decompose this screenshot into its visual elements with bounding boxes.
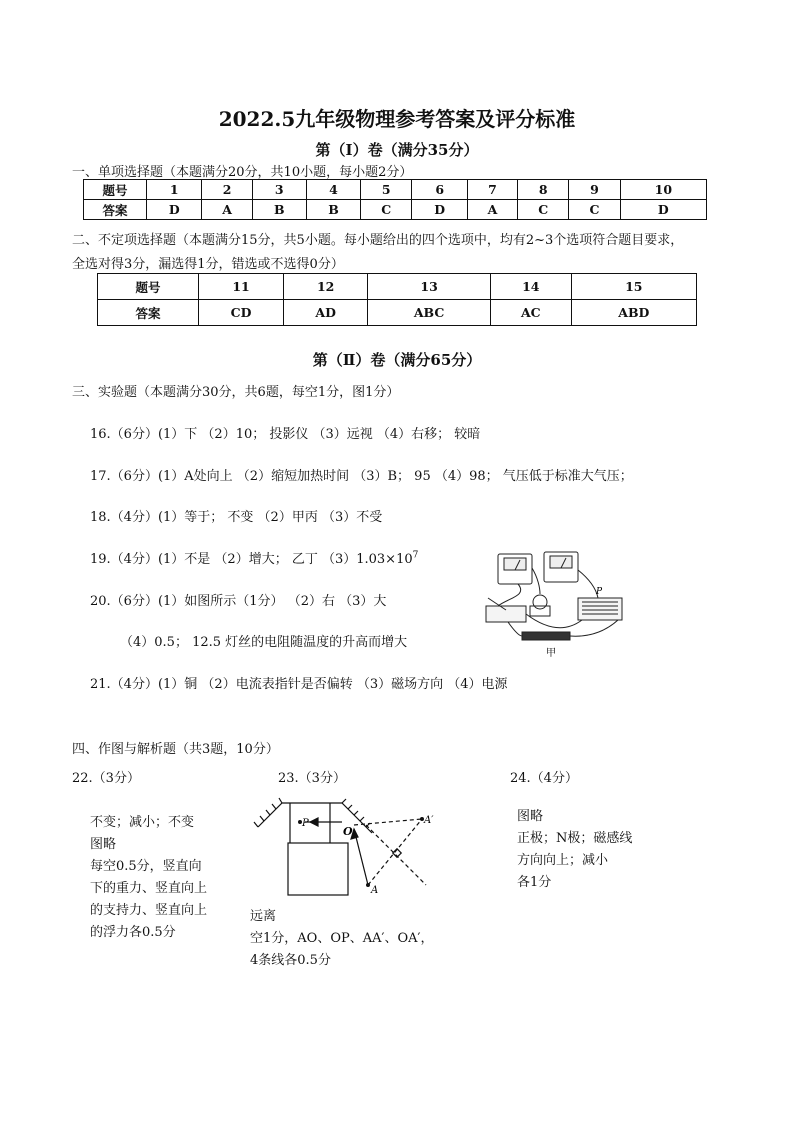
circuit-label: 甲: [546, 648, 556, 658]
table-cell: ABC: [368, 300, 491, 326]
section2-heading-line1: 二、不定项选择题（本题满分15分，共5小题。每小题给出的四个选项中，均有2~3个选项符合题目要求，: [72, 233, 684, 248]
section2-heading-line2: 全选对得3分，漏选得1分，错选或不选得0分）: [72, 257, 344, 272]
table-cell: A: [467, 200, 517, 220]
table-cell: 7: [467, 180, 517, 200]
table-cell: C: [569, 200, 620, 220]
table-cell: 14: [490, 274, 571, 300]
table-header-cell: 题号: [98, 274, 199, 300]
q24-line: 图略: [517, 809, 544, 824]
reflection-diagram: [250, 795, 450, 905]
table-cell: C: [518, 200, 569, 220]
table-cell: 1: [147, 180, 202, 200]
q24-line: 方向向上；减小: [517, 853, 609, 868]
q23-title: 23.（3分）: [278, 771, 346, 786]
table-cell: D: [147, 200, 202, 220]
table-cell: 4: [306, 180, 360, 200]
answer-table-1: [83, 179, 707, 220]
answer-q21: 21.（4分）(1）铜 （2）电流表指针是否偏转 （3）磁场方向 （4）电源: [90, 677, 508, 692]
answer-q20-part4: （4）0.5； 12.5 灯丝的电阻随温度的升高而增大: [120, 635, 408, 650]
q23-line: 远离: [250, 909, 277, 924]
section4-heading: 四、作图与解析题（共3题，10分）: [72, 742, 279, 757]
q22-line: 的浮力各0.5分: [90, 925, 176, 940]
table-cell: 3: [252, 180, 306, 200]
table-row: [84, 200, 707, 220]
answer-q19-text: 19.（4分）(1）不是 （2）增大； 乙丁 （3）1.03×10: [90, 552, 413, 567]
table-header-cell: 答案: [98, 300, 199, 326]
table-row: [98, 300, 697, 326]
rheostat-icon: [578, 598, 622, 620]
table-cell: 6: [412, 180, 467, 200]
table-cell: D: [620, 200, 706, 220]
table-cell: 10: [620, 180, 706, 200]
q23-line: 空1分，AO、OP、AA′、OA′，: [250, 931, 434, 946]
q24-line: 正极；N极；磁感线: [517, 831, 633, 846]
q24-line: 各1分: [517, 875, 552, 890]
table-cell: 13: [368, 274, 491, 300]
q24-title: 24.（4分）: [510, 771, 578, 786]
table-cell: 5: [361, 180, 412, 200]
q22-answer: [90, 812, 240, 944]
table-cell: 15: [571, 274, 696, 300]
document-title: 2022.5九年级物理参考答案及评分标准: [218, 107, 576, 131]
table-cell: A: [202, 200, 252, 220]
q22-line: 下的重力、竖直向上: [90, 881, 208, 896]
answer-q17: 17.（6分）(1）A处向上 （2）缩短加热时间 （3）B； 95 （4）98； 气压低于标准大气压；: [90, 469, 633, 484]
table-cell: B: [252, 200, 306, 220]
q22-line: 图略: [90, 837, 117, 852]
answer-q19: [90, 548, 418, 567]
answer-q16: 16.（6分）(1）下 （2）10； 投影仪 （3）远视 （4）右移； 较暗: [90, 427, 481, 442]
part1-heading: 第（I）卷（满分35分）: [315, 141, 479, 159]
switch-icon: [522, 632, 570, 640]
section3-heading: 三、实验题（本题满分30分，共6题，每空1分，图1分）: [72, 385, 400, 400]
label-p: P: [302, 818, 309, 829]
answer-q18: 18.（4分）(1）等于； 不变 （2）甲丙 （3）不受: [90, 510, 383, 525]
table-cell: CD: [199, 300, 284, 326]
label-a: A: [371, 885, 379, 896]
q23-answer: [250, 906, 490, 972]
table-row: [98, 274, 697, 300]
section1-heading: 一、单项选择题（本题满分20分，共10小题，每小题2分）: [72, 165, 413, 180]
table-cell: B: [306, 200, 360, 220]
svg-text:P: P: [596, 587, 603, 597]
table-cell: AD: [284, 300, 368, 326]
table-cell: 8: [518, 180, 569, 200]
answer-q20: 20.（6分）(1）如图所示（1分） （2）右 （3）大: [90, 594, 387, 609]
battery-icon: [486, 606, 526, 622]
q22-title: 22.（3分）: [72, 771, 140, 786]
table-header-cell: 答案: [84, 200, 147, 220]
q24-answer: [517, 806, 677, 894]
table-cell: D: [412, 200, 467, 220]
table-row: [84, 180, 707, 200]
label-o: O: [343, 825, 353, 838]
box-object: [288, 843, 348, 895]
q22-line: 每空0.5分，竖直向: [90, 859, 202, 874]
table-cell: ABD: [571, 300, 696, 326]
part2-heading: 第（Ⅱ）卷（满分65分）: [312, 351, 482, 369]
label-a-prime: A′: [424, 815, 434, 826]
table-cell: 11: [199, 274, 284, 300]
answer-table-2: [97, 273, 697, 326]
table-header-cell: 题号: [84, 180, 147, 200]
q22-line: 不变；减小；不变: [90, 815, 195, 830]
q23-line: 4条线各0.5分: [250, 953, 331, 968]
table-cell: 2: [202, 180, 252, 200]
circuit-diagram: [478, 548, 638, 658]
answer-q19-exponent: 7: [412, 550, 419, 561]
q22-line: 的支持力、竖直向上: [90, 903, 208, 918]
table-cell: AC: [490, 300, 571, 326]
bulb-icon: [533, 595, 547, 609]
table-cell: 12: [284, 274, 368, 300]
table-cell: C: [361, 200, 412, 220]
table-cell: 9: [569, 180, 620, 200]
